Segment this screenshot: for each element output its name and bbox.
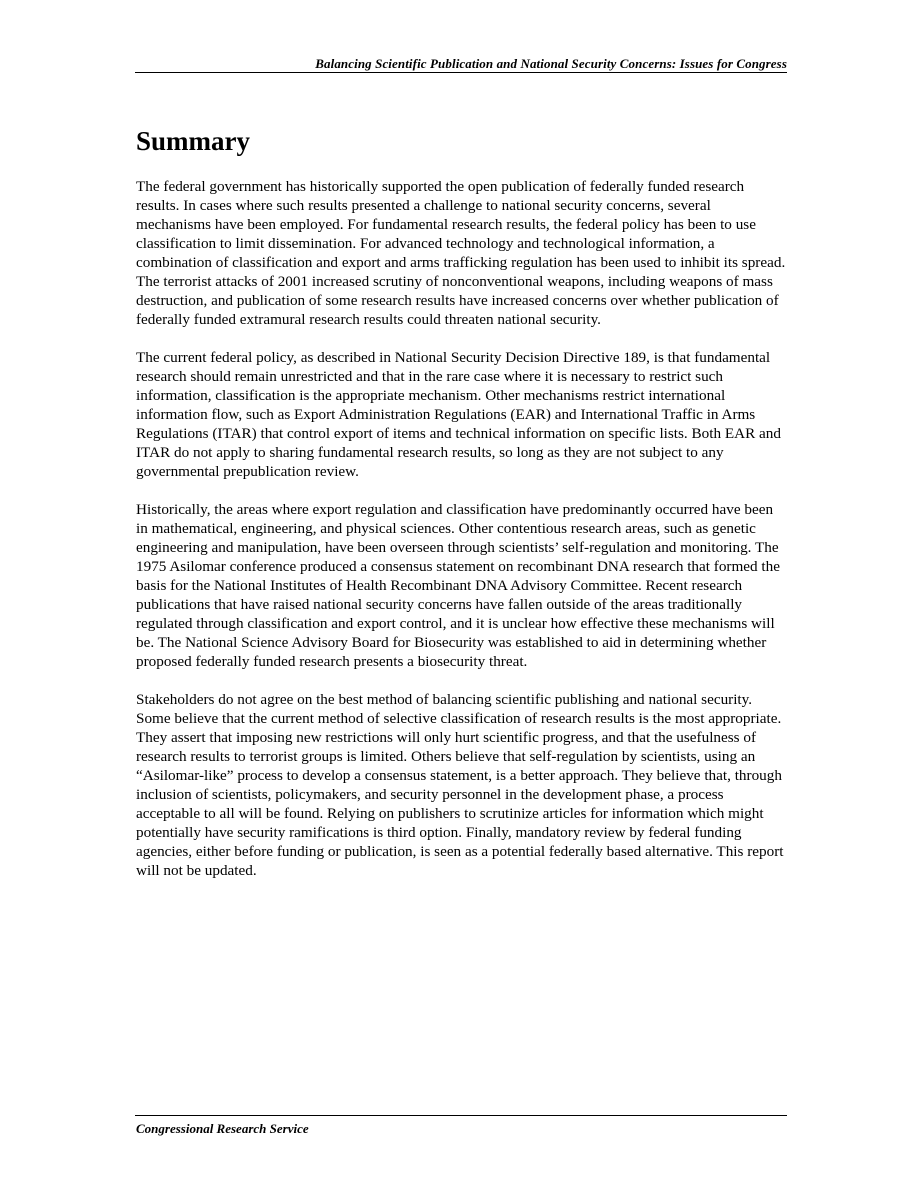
summary-paragraph: The current federal policy, as described in National Security Decision Directive 189, is that fundamental research should remain unrestricted and that in the rare case where it is necessary to restrict such information, classification is the appropriate mechanism. Other mechanisms restrict international information flow, such as Export Administration Regulations (EAR) and International Traffic in Arms Regulations (ITAR) that control export of items and technical information on specific lists. Both EAR and ITAR do not apply to sharing fundamental research results, so long as they are not subject to any governmental prepublication review.	[136, 349, 781, 480]
running-header: Balancing Scientific Publication and National Security Concerns: Issues for Congress	[315, 56, 787, 71]
summary-paragraph: The federal government has historically supported the open publication of federally funded research results. In cases where such results presented a challenge to national security concerns, several mechanisms have been employed. For fundamental research results, the federal policy has been to use classification to limit dissemination. For advanced technology and technological information, a combination of classification and export and arms trafficking regulation has been used to inhibit its spread. The terrorist attacks of 2001 increased scrutiny of nonconventional weapons, including weapons of mass destruction, and publication of some research results have increased concerns over whether publication of federally funded extramural research results could threaten national security.	[136, 178, 786, 328]
summary-paragraph: Stakeholders do not agree on the best method of balancing scientific publishing and national security. Some believe that the current method of selective classification of research results is the most appropriate. They assert that imposing new restrictions will only hurt scientific progress, and that the usefulness of research results to terrorist groups is limited. Others believe that self-regulation by scientists, using an “Asilomar-like” process to develop a consensus statement, is a better approach. They believe that, through inclusion of scientists, policymakers, and security personnel in the development phase, a process acceptable to all will be found. Relying on publishers to scrutinize articles for information which might potentially have security ramifications is third option. Finally, mandatory review by federal funding agencies, either before funding or publication, is seen as a potential federally based alternative. This report will not be updated.	[136, 691, 784, 879]
footer-rule	[135, 1115, 787, 1116]
running-footer: Congressional Research Service	[136, 1121, 309, 1136]
header-rule	[135, 72, 787, 73]
summary-body	[136, 177, 788, 899]
summary-paragraph: Historically, the areas where export regulation and classification have predominantly occurred have been in mathematical, engineering, and physical sciences. Other contentious research areas, such as genetic engineering and manipulation, have been overseen through scientists’ self-regulation and monitoring. The 1975 Asilomar conference produced a consensus statement on recombinant DNA research that formed the basis for the National Institutes of Health Recombinant DNA Advisory Committee. Recent research publications that have raised national security concerns have fallen outside of the areas traditionally regulated through classification and export control, and it is unclear how effective these mechanisms will be. The National Science Advisory Board for Biosecurity was established to aid in determining whether proposed federally funded research presents a biosecurity threat.	[136, 501, 780, 670]
page-title: Summary	[136, 126, 250, 156]
